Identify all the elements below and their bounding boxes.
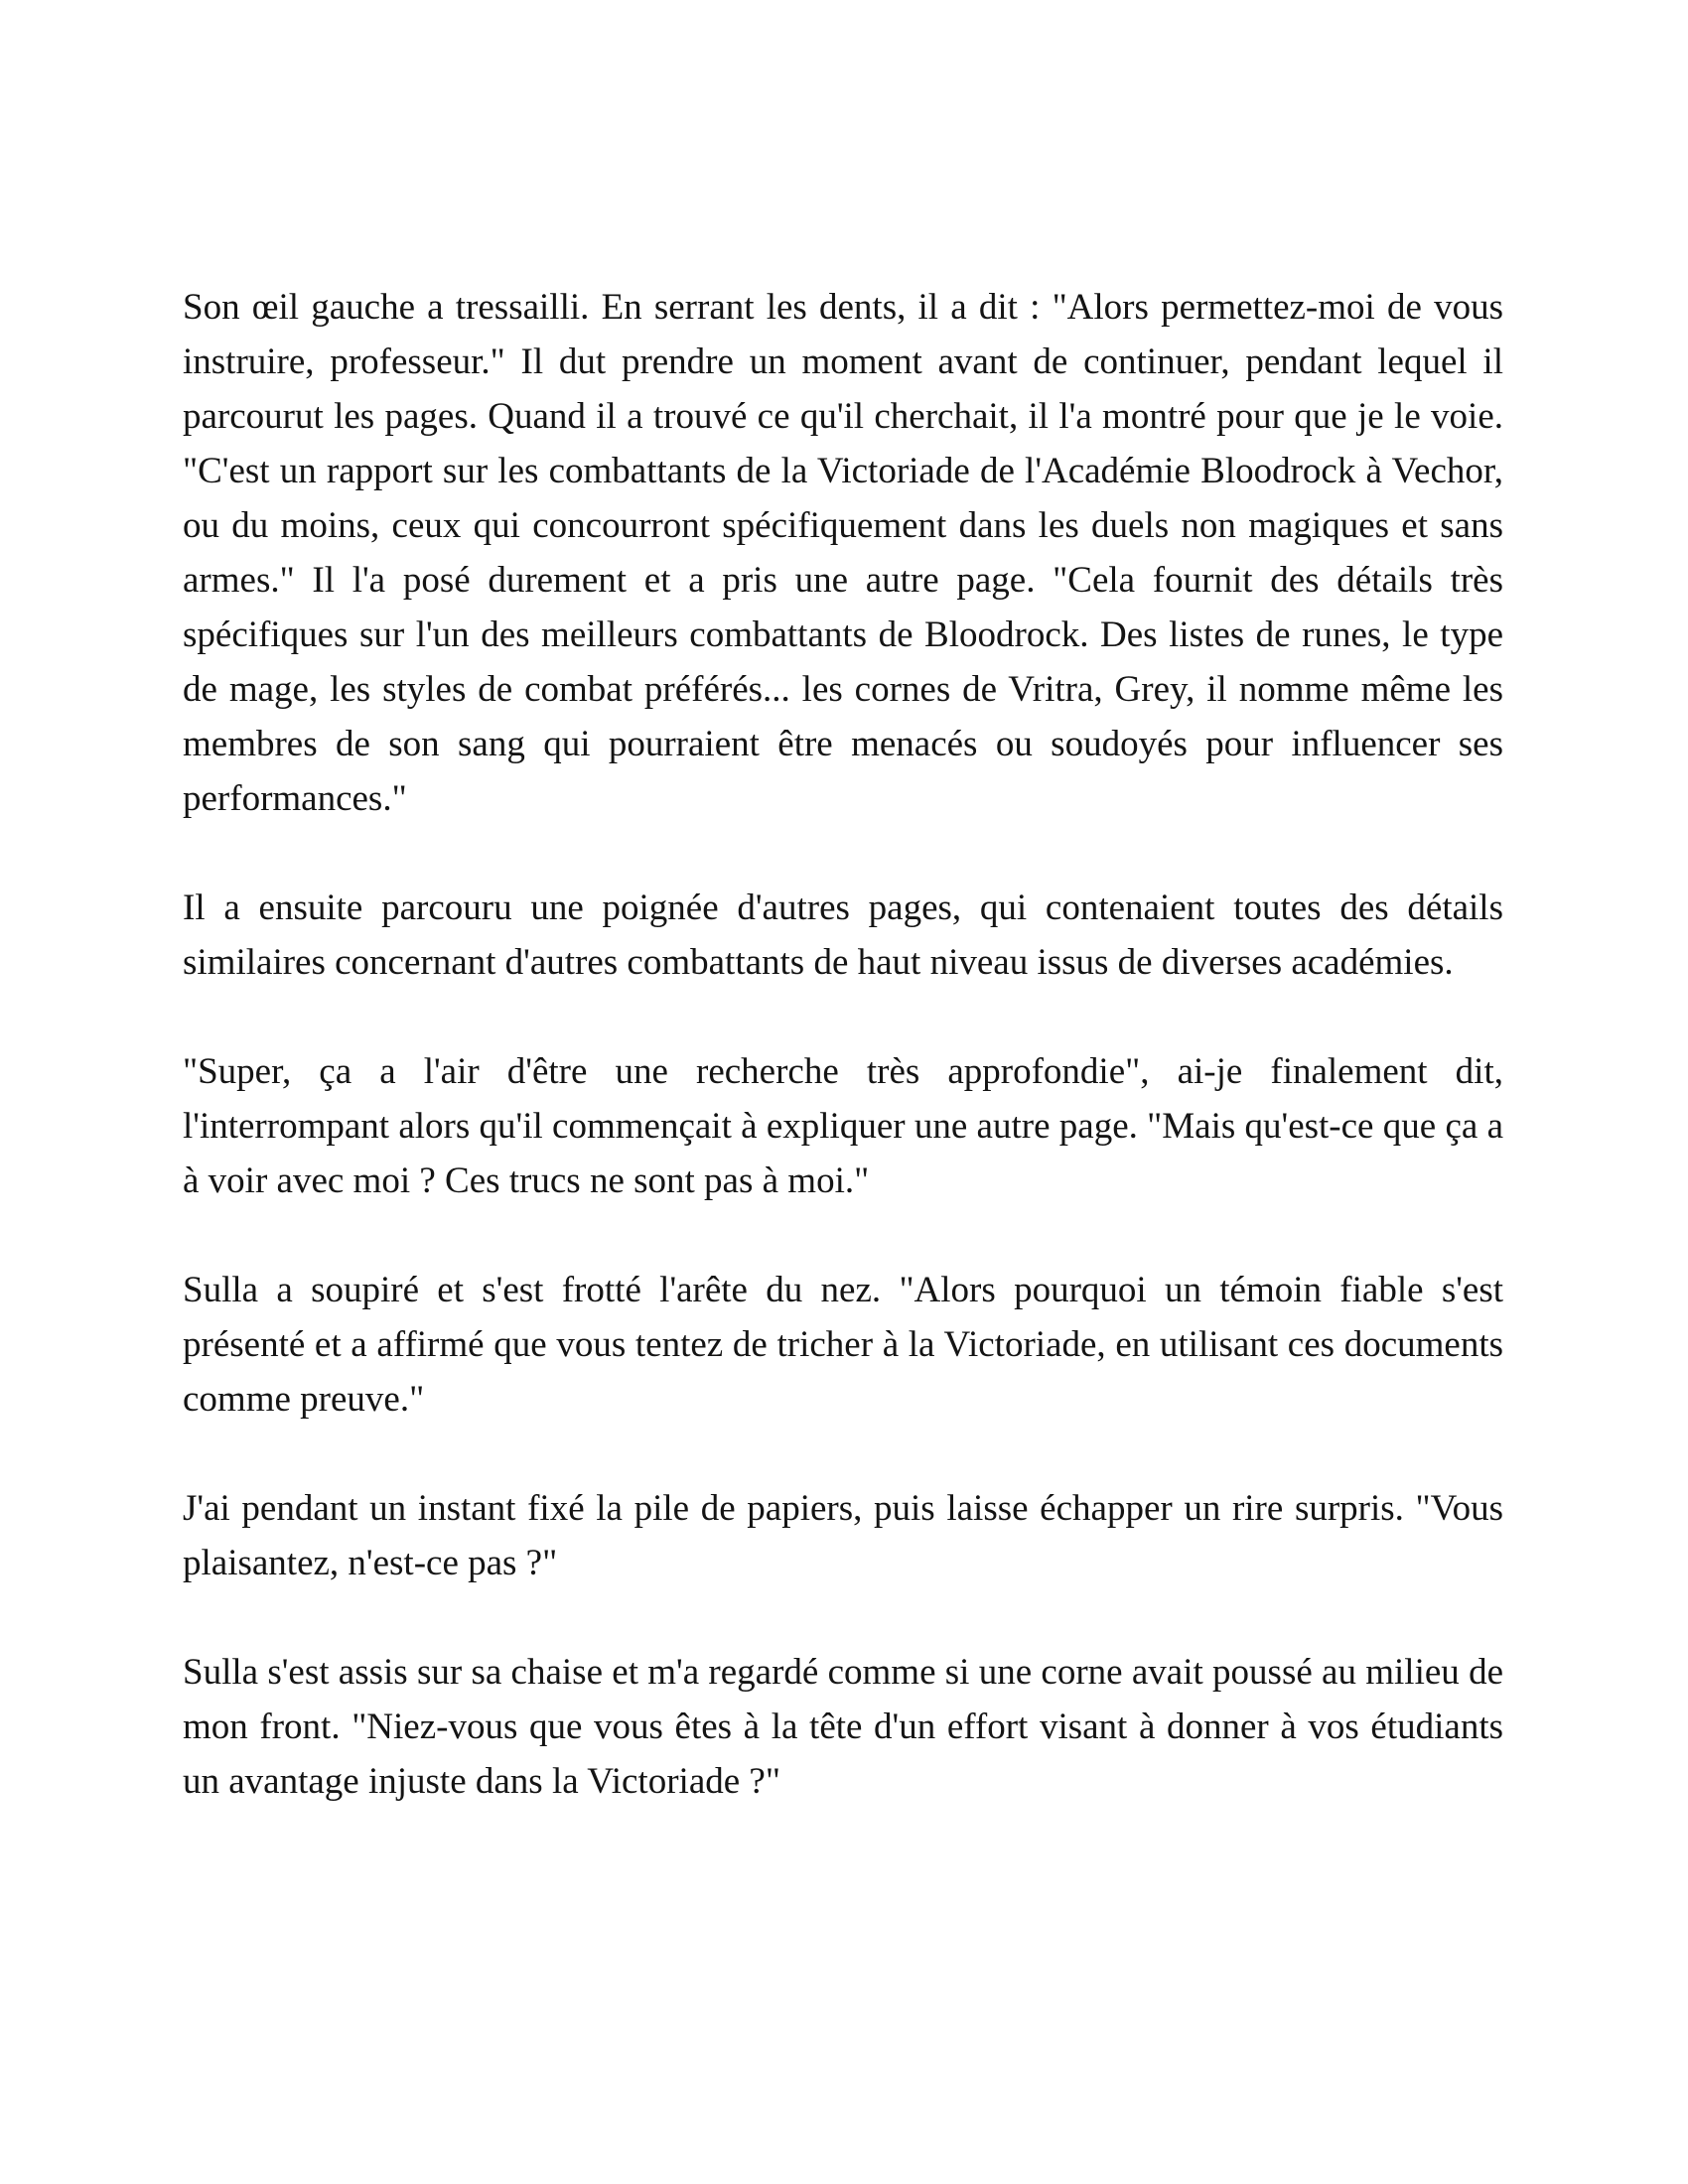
paragraph-5: J'ai pendant un instant fixé la pile de papiers, puis laisse échapper un rire surpris. "Vous plaisantez, n'est-ce pas ?" xyxy=(183,1488,1503,1583)
paragraph-3: "Super, ça a l'air d'être une recherche très approfondie", ai-je finalement dit, l'interrompant alors qu'il commençait à expliquer une autre page. "Mais qu'est-ce que ça a à voir avec moi ? Ces trucs ne sont pas à moi." xyxy=(183,1051,1503,1201)
paragraph-2: Il a ensuite parcouru une poignée d'autres pages, qui contenaient toutes des détails similaires concernant d'autres combattants de haut niveau issus de diverses académies. xyxy=(183,887,1503,983)
paragraph-1: Son œil gauche a tressailli. En serrant les dents, il a dit : "Alors permettez-moi de vous instruire, professeur." Il dut prendre un moment avant de continuer, pendant lequel il parcourut les pages. Quand il a trouvé ce qu'il cherchait, il l'a montré pour que je le voie. "C'est un rapport sur les combattants de la Victoriade de l'Académie Bloodrock à Vechor, ou du moins, ceux qui concourront spécifiquement dans les duels non magiques et sans armes." Il l'a posé durement et a pris une autre page. "Cela fournit des détails très spécifiques sur l'un des meilleurs combattants de Bloodrock. Des listes de runes, le type de mage, les styles de combat préférés... les cornes de Vritra, Grey, il nomme même les membres de son sang qui pourraient être menacés ou soudoyés pour influencer ses performances." xyxy=(183,287,1503,819)
paragraph-4: Sulla a soupiré et s'est frotté l'arête du nez. "Alors pourquoi un témoin fiable s'est présenté et a affirmé que vous tentez de tricher à la Victoriade, en utilisant ces documents comme preuve." xyxy=(183,1270,1503,1420)
paragraph-6: Sulla s'est assis sur sa chaise et m'a regardé comme si une corne avait poussé au milieu de mon front. "Niez-vous que vous êtes à la tête d'un effort visant à donner à vos étudiants un avantage injuste dans la Victoriade ?" xyxy=(183,1652,1503,1802)
document-page xyxy=(183,280,1503,1863)
